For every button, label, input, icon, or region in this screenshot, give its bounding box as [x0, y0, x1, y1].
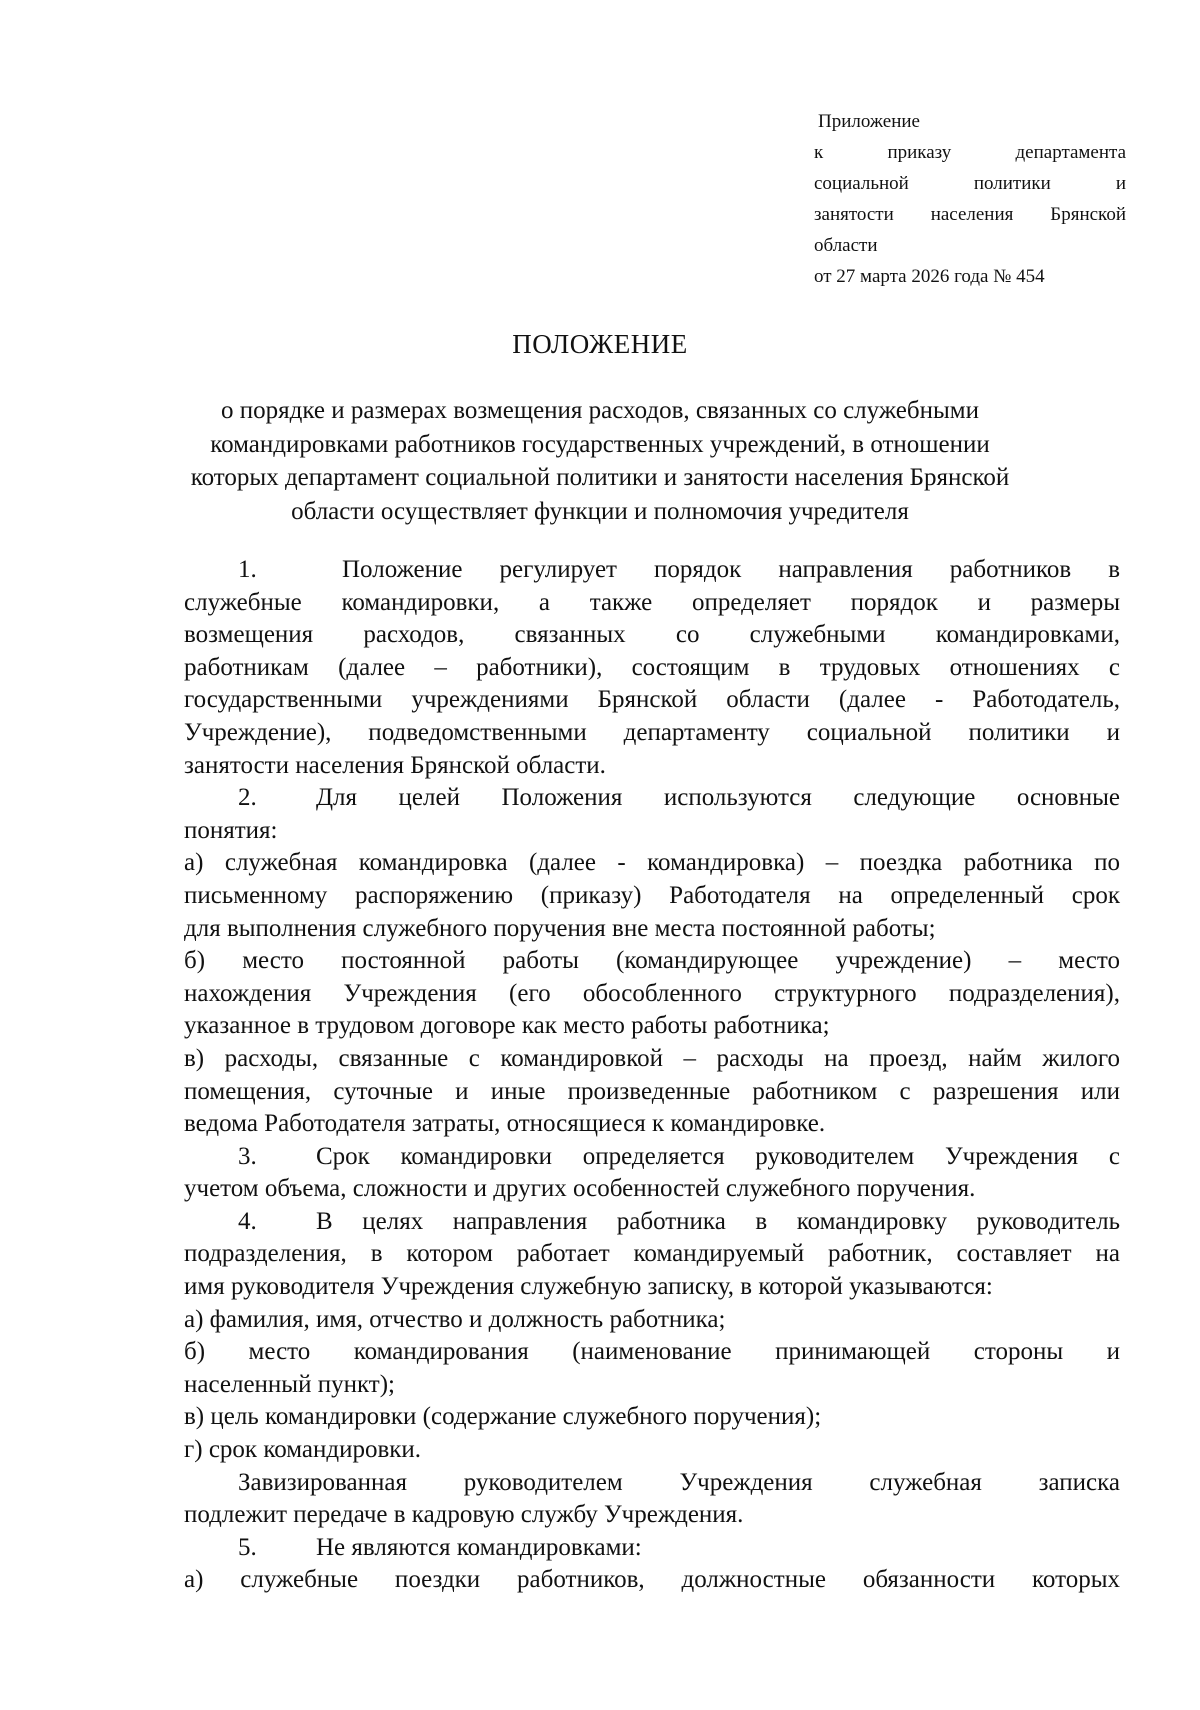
- body-line: а) служебная командировка (далее - командировка) – поездка работника по: [184, 849, 1120, 877]
- body-line: г) срок командировки.: [184, 1436, 422, 1464]
- body-line: а) фамилия, имя, отчество и должность работника;: [184, 1305, 726, 1333]
- paragraph-number: 5.: [238, 1533, 257, 1561]
- body-line: работникам (далее – работники), состоящим в трудовых отношениях с: [184, 653, 1120, 681]
- line-text: В целях направления работника в командировку руководитель: [316, 1207, 1120, 1235]
- appendix-line: к приказу департамента: [814, 142, 1126, 163]
- paragraph-1-line: [184, 554, 1120, 587]
- line-text: Для целей Положения используются следующие основные: [316, 784, 1120, 812]
- paragraph-number: 1.: [238, 556, 257, 583]
- body-line: служебные командировки, а также определяет порядок и размеры: [184, 588, 1120, 616]
- body-line: Учреждение), подведомственными департаменту социальной политики и: [184, 718, 1120, 746]
- subtitle-line: которых департамент социальной политики и занятости населения Брянской: [190, 464, 1010, 491]
- body-line: возмещения расходов, связанных со служебными командировками,: [184, 621, 1120, 649]
- document-title: ПОЛОЖЕНИЕ: [512, 329, 688, 359]
- paragraph-4-line: [184, 1206, 1120, 1239]
- line-text: Срок командировки определяется руководителем Учреждения с: [316, 1142, 1120, 1170]
- appendix-line: занятости населения Брянской: [814, 204, 1126, 225]
- body-line: в) цель командировки (содержание служебного поручения);: [184, 1403, 822, 1431]
- line-text: Положение регулирует порядок направления работников в: [342, 556, 1120, 583]
- appendix-header: [814, 106, 1126, 292]
- body-line: письменному распоряжению (приказу) Работодателя на определенный срок: [184, 881, 1120, 909]
- body-line: ведома Работодателя затраты, относящиеся к командировке.: [184, 1110, 826, 1138]
- body-line: занятости населения Брянской области.: [184, 751, 606, 779]
- body-line: подразделения, в котором работает командируемый работник, составляет на: [184, 1240, 1120, 1268]
- body-line: для выполнения служебного поручения вне места постоянной работы;: [184, 914, 936, 942]
- body-line: понятия:: [184, 816, 278, 844]
- appendix-line: Приложение: [818, 111, 920, 132]
- body-line: учетом объема, сложности и других особенностей служебного поручения.: [184, 1175, 976, 1203]
- appendix-line: от 27 марта 2026 года № 454: [814, 266, 1045, 287]
- paragraph-2-line: [184, 782, 1120, 815]
- body-line: подлежит передаче в кадровую службу Учреждения.: [184, 1501, 744, 1529]
- appendix-line: области: [814, 235, 878, 256]
- paragraph-number: 4.: [238, 1207, 257, 1235]
- document-subtitle: [150, 394, 1050, 528]
- subtitle-line: о порядке и размерах возмещения расходов, связанных со служебными: [221, 397, 979, 424]
- paragraph-5-line: [184, 1532, 1120, 1565]
- paragraph-number: 2.: [238, 784, 257, 812]
- paragraph-number: 3.: [238, 1142, 257, 1170]
- body-line: а) служебные поездки работников, должностные обязанности которых: [184, 1566, 1120, 1594]
- subtitle-line: области осуществляет функции и полномочия учредителя: [291, 497, 909, 525]
- body-line: имя руководителя Учреждения служебную записку, в которой указываются:: [184, 1273, 993, 1301]
- body-line: б) место командирования (наименование принимающей стороны и: [184, 1338, 1120, 1366]
- line-text: Не являются командировками:: [316, 1533, 642, 1561]
- body-line: помещения, суточные и иные произведенные работником с разрешения или: [184, 1077, 1120, 1105]
- subtitle-line: командировками работников государственных учреждений, в отношении: [210, 430, 990, 458]
- paragraph-3-line: [184, 1141, 1120, 1174]
- body-line: нахождения Учреждения (его обособленного структурного подразделения),: [184, 979, 1120, 1007]
- body-line: б) место постоянной работы (командирующее учреждение) – место: [184, 947, 1120, 975]
- body-line: указанное в трудовом договоре как место работы работника;: [184, 1012, 830, 1040]
- body-line: в) расходы, связанные с командировкой – расходы на проезд, найм жилого: [184, 1044, 1120, 1072]
- appendix-line: социальной политики и: [814, 173, 1126, 194]
- body-line: населенный пункт);: [184, 1370, 395, 1398]
- body-line: государственными учреждениями Брянской области (далее - Работодатель,: [184, 686, 1120, 714]
- document-body: [184, 554, 1120, 1597]
- body-line: Завизированная руководителем Учреждения служебная записка: [238, 1468, 1120, 1496]
